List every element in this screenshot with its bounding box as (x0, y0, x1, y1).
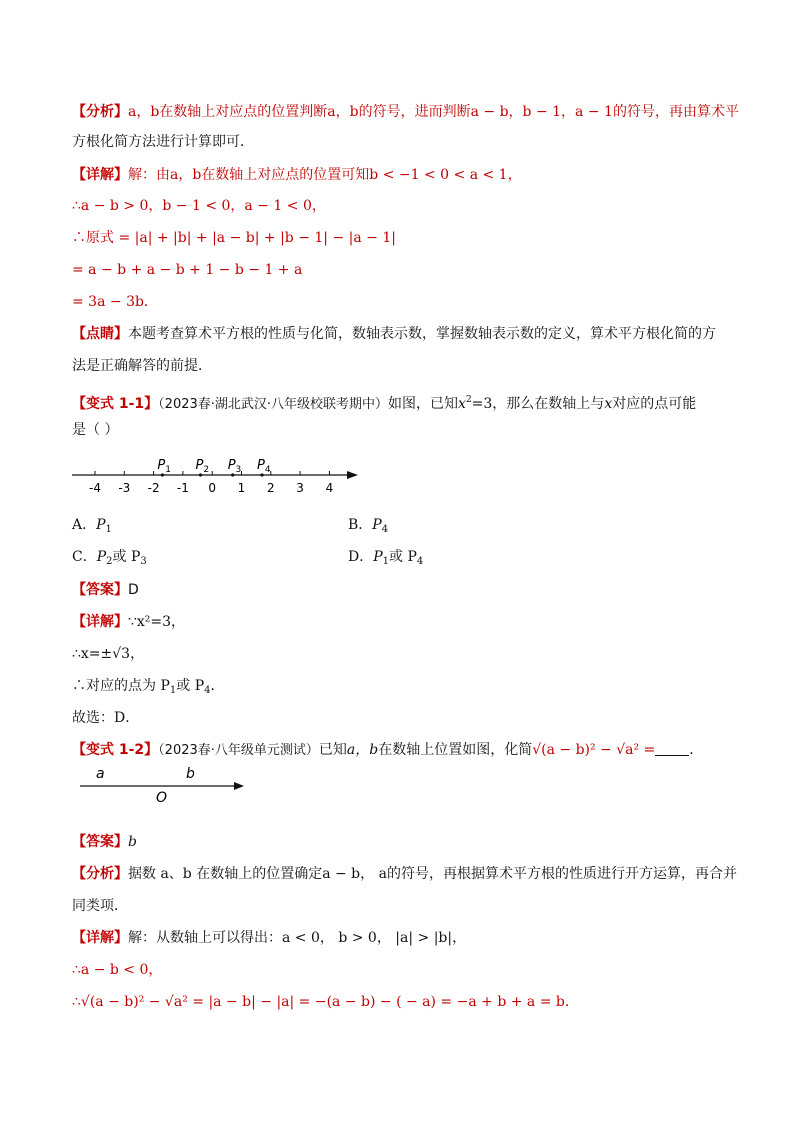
axis1-point-dot (231, 473, 234, 476)
variant2-analysis-tag: 【分析】 (72, 866, 128, 882)
option-d-extra: 或 P (389, 549, 417, 565)
analysis-text: a，b在数轴上对应点的位置判断a，b的符号，进而判断a − b，b − 1，a − 1的符号，再由算术平 (128, 104, 739, 120)
option-a-text: P (96, 517, 106, 533)
variant2-source: （2023春·八年级单元测试） (158, 743, 319, 758)
detail-line-5: = 3a − 3b． (72, 294, 158, 310)
axis1-point-sub: 1 (165, 465, 171, 475)
axis1-tick-label: 0 (208, 481, 217, 495)
option-c-sub: 2 (106, 556, 113, 567)
number-line-figure (68, 448, 368, 498)
axis1-arrow (347, 471, 358, 479)
axis2-label-o: O (156, 790, 168, 806)
variant2-detail-text: 解：从数轴上可以得出：a < 0， b > 0， |a| > |b|， (128, 930, 467, 946)
variant2-question-a: 已知 (318, 742, 347, 758)
axis1-point-sub: 4 (264, 465, 271, 475)
variant1-choose-line: 故选：D． (72, 710, 140, 726)
axis1-point-dot (199, 473, 202, 476)
variant1-question-a: 如图，已知 (388, 396, 459, 412)
axis1-point-label: $P_1$ (157, 458, 171, 475)
variant2-answer-line (72, 832, 722, 852)
variant1-detail-3s2: 4 (204, 685, 211, 696)
axis1-point-dot (161, 473, 164, 476)
axis1-tick-label: -2 (147, 481, 160, 495)
detail-line-3: ∴原式 = |a| + |b| + |a − b| + |b − 1| − |a − 1| (72, 230, 396, 246)
option-d-sub2: 4 (416, 556, 424, 567)
option-c[interactable] (72, 547, 147, 572)
option-b-key: B． (348, 517, 373, 533)
variant2-detail-line-2: ∴a − b < 0， (72, 962, 163, 978)
variant2-answer-tag: 【答案】 (72, 834, 128, 850)
comment-tag: 【点睛】 (72, 326, 128, 342)
axis2-label-a: a (96, 766, 105, 782)
option-b-text: P (372, 517, 382, 533)
detail-text: 解：由a，b在数轴上对应点的位置可知b < −1 < 0 < a < 1， (128, 167, 522, 183)
analysis-line-1 (72, 102, 739, 122)
option-a[interactable] (72, 515, 112, 540)
axis1-point-label: $P_4$ (257, 458, 271, 475)
axis1-point-label: $P_3$ (227, 458, 242, 475)
variant2-answer: b (128, 834, 137, 850)
axis1-point-dot (260, 473, 263, 476)
variant1-source: （2023春·湖北武汉·八年级校联考期中） (158, 397, 389, 412)
variant2-analysis-line-2: 同类项． (72, 898, 128, 914)
detail-line-2: ∴a − b > 0，b − 1 < 0，a − 1 < 0， (72, 198, 326, 214)
variant2-detail-tag: 【详解】 (72, 930, 128, 946)
axis1-tick-label: 4 (325, 481, 334, 495)
option-c-text: P (96, 549, 107, 565)
variant2-detail-line-3: ∴√(a − b)² − √a² = |a − b| − |a| = −(a − b) − ( − a) = −a + b + a = b． (72, 994, 579, 1010)
option-a-key: A． (72, 517, 97, 533)
variant1-tag: 【变式 1-1】 (72, 396, 159, 412)
variant2-tag: 【变式 1-2】 (72, 742, 159, 758)
variant2-question-end: ． (689, 742, 704, 758)
comment-text: 本题考查算术平方根的性质与化简，数轴表示数，掌握数轴表示数的定义，算术平方根化简的方 (128, 326, 716, 342)
detail-line-4: = a − b + a − b + 1 − b − 1 + a (72, 262, 303, 278)
analysis-text-cont: 方根化简方法进行计算即可． (72, 134, 254, 150)
comment-line-1 (72, 324, 722, 344)
option-b[interactable] (348, 515, 388, 540)
variant1-var-x2: x (604, 396, 613, 412)
variant1-answer-line (72, 580, 722, 600)
variant1-question-b: =3，那么在数轴上与 (471, 396, 605, 412)
variant2-question-b: 在数轴上位置如图，化简 (378, 742, 533, 758)
axis2-label-b: b (186, 766, 195, 782)
analysis-line-2 (72, 132, 722, 152)
variant2-vars: a，b (346, 742, 379, 758)
axis1-tick-label: 1 (237, 481, 246, 495)
variant1-detail-3a: ∴对应的点为 P (72, 678, 170, 694)
option-d-text: P (373, 549, 383, 565)
variant1-answer: D (128, 582, 139, 598)
variant1-question-c: 对应的点可能 (612, 396, 697, 412)
option-d[interactable] (348, 547, 423, 572)
variant1-detail-line-2: ∴x=±√3， (72, 646, 145, 662)
variant1-detail-3s1: 1 (169, 685, 177, 696)
detail-line-1 (72, 165, 722, 185)
variant1-var-x: x (458, 396, 466, 412)
axis1-tick-label: -1 (176, 481, 189, 495)
axis1-tick-label: -3 (118, 481, 131, 495)
axis2-arrow (234, 782, 244, 790)
option-b-sub: 4 (381, 524, 389, 535)
variant1-detail-line-1 (72, 612, 722, 632)
variant1-detail-3b: 或 P (176, 678, 205, 694)
option-d-key: D． (348, 549, 374, 565)
axis1-point-sub: 3 (235, 465, 242, 475)
variant2-analysis-text: 据数 a、b 在数轴上的位置确定a − b， a的符号，再根据算术平方根的性质进行开方运算，再合并 (128, 866, 737, 882)
number-line-figure-2 (76, 764, 256, 808)
option-c-sub2: 3 (140, 556, 147, 567)
option-a-sub: 1 (105, 524, 112, 535)
axis1-tick-label: 3 (296, 481, 304, 495)
variant1-question-line-2: 是（ ） (72, 422, 119, 438)
variant1-question-line-1 (72, 390, 722, 415)
variant1-detail-3c: ． (210, 678, 225, 694)
variant1-detail-line-3 (72, 676, 722, 701)
analysis-tag: 【分析】 (72, 104, 128, 120)
variant2-detail-line-1 (72, 928, 722, 948)
option-d-sub: 1 (382, 556, 390, 567)
option-c-extra: 或 P (112, 549, 141, 565)
axis1-point-label: $P_2$ (195, 458, 210, 475)
variant2-analysis-line-1 (72, 864, 737, 884)
variant1-sup: 2 (465, 395, 472, 405)
variant2-question-line (72, 740, 722, 761)
variant1-answer-tag: 【答案】 (72, 582, 128, 598)
answer-blank[interactable] (655, 741, 689, 756)
detail-tag: 【详解】 (72, 167, 128, 183)
axis1-tick-label: 2 (266, 481, 275, 495)
variant1-detail-text: ∵x²=3， (128, 614, 186, 630)
variant1-detail-tag: 【详解】 (72, 614, 128, 630)
comment-line-2: 法是正确解答的前提． (72, 358, 212, 374)
variant2-expression: √(a − b)² − √a² = (532, 742, 656, 758)
axis1-tick-label: -4 (89, 481, 101, 495)
axis1-point-sub: 2 (203, 465, 210, 475)
option-c-key: C． (72, 549, 97, 565)
